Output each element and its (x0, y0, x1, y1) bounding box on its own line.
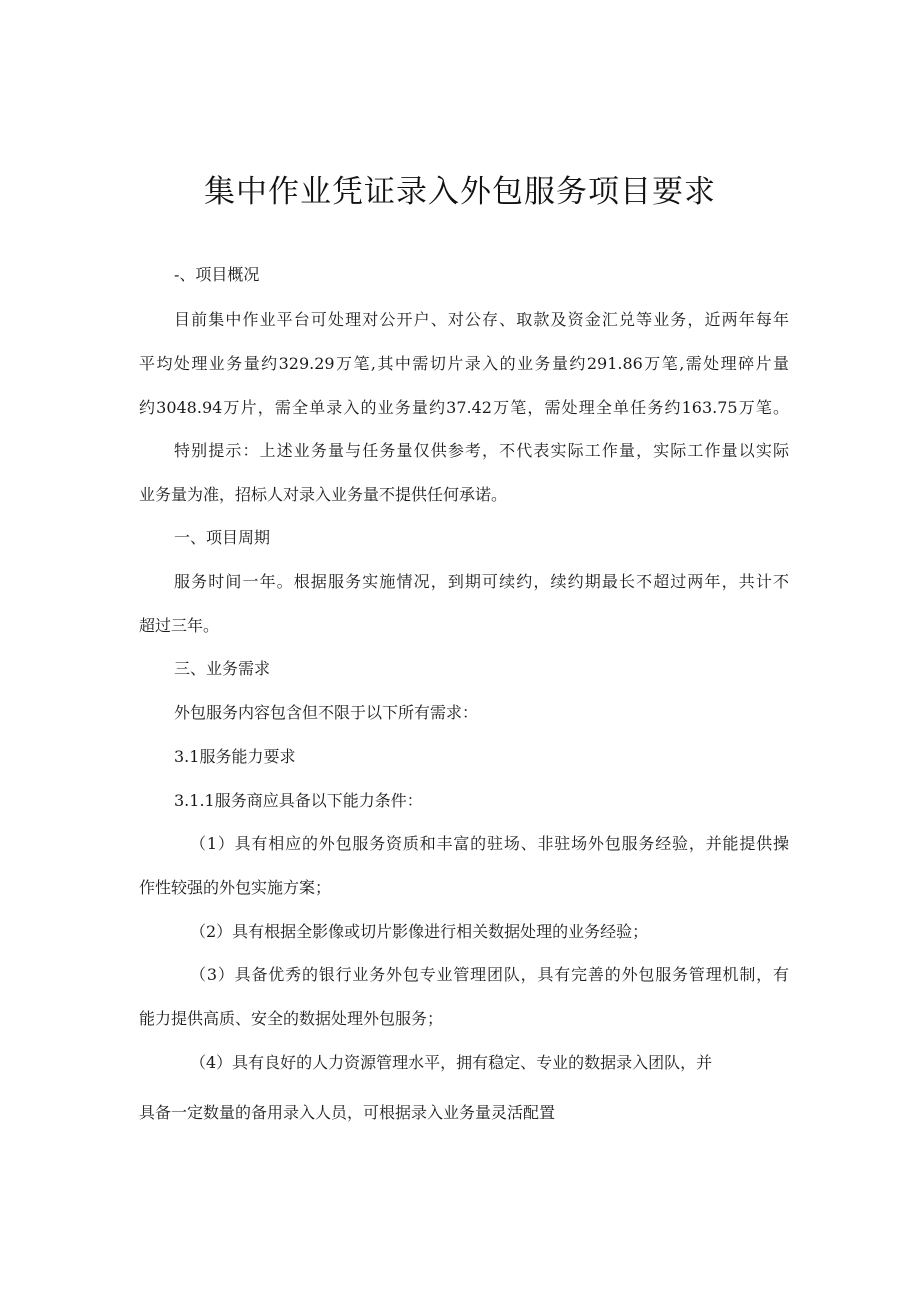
list-item-line: （4）具有良好的人力资源管理水平，拥有稳定、专业的数据录入团队，并 (190, 1053, 713, 1072)
section-heading-requirements: 三、业务需求 (174, 659, 271, 678)
list-item-line: （3）具备优秀的银行业务外包专业管理团队，具有完善的外包服务管理机制，有 (190, 965, 789, 984)
paragraph-line: 平均处理业务量约329.29万笔,其中需切片录入的业务量约291.86万笔,需处理碎片量 (139, 354, 789, 373)
list-item-line: 作性较强的外包实施方案； (139, 878, 332, 897)
paragraph-line: 约3048.94万片，需全单录入的业务量约37.42万笔，需处理全单任务约163.75万笔。 (139, 398, 789, 417)
list-item-line: 具备一定数量的备用录入人员，可根据录入业务量灵活配置 (139, 1103, 556, 1122)
list-item-line: （2）具有根据全影像或切片影像进行相关数据处理的业务经验； (190, 922, 649, 941)
paragraph-line: 超过三年。 (139, 616, 220, 635)
subsection-heading-conditions: 3.1.1服务商应具备以下能力条件： (174, 791, 423, 810)
paragraph-line: 特别提示：上述业务量与任务量仅供参考，不代表实际工作量，实际工作量以实际 (174, 441, 789, 460)
list-item-line: 能力提供高质、安全的数据处理外包服务； (139, 1009, 444, 1028)
section-heading-overview: -、项目概况 (174, 265, 260, 284)
document-title: 集中作业凭证录入外包服务项目要求 (204, 174, 716, 210)
paragraph-line: 目前集中作业平台可处理对公开户、对公存、取款及资金汇兑等业务，近两年每年 (174, 310, 789, 329)
subsection-heading-capability: 3.1服务能力要求 (174, 747, 296, 766)
paragraph-line: 服务时间一年。根据服务实施情况，到期可续约，续约期最长不超过两年，共计不 (174, 572, 789, 591)
list-item-line: （1）具有相应的外包服务资质和丰富的驻场、非驻场外包服务经验，并能提供操 (190, 834, 789, 853)
paragraph-line: 业务量为准，招标人对录入业务量不提供任何承诺。 (139, 485, 508, 504)
paragraph-line: 外包服务内容包含但不限于以下所有需求： (174, 703, 479, 722)
section-heading-period: 一、项目周期 (174, 528, 271, 547)
